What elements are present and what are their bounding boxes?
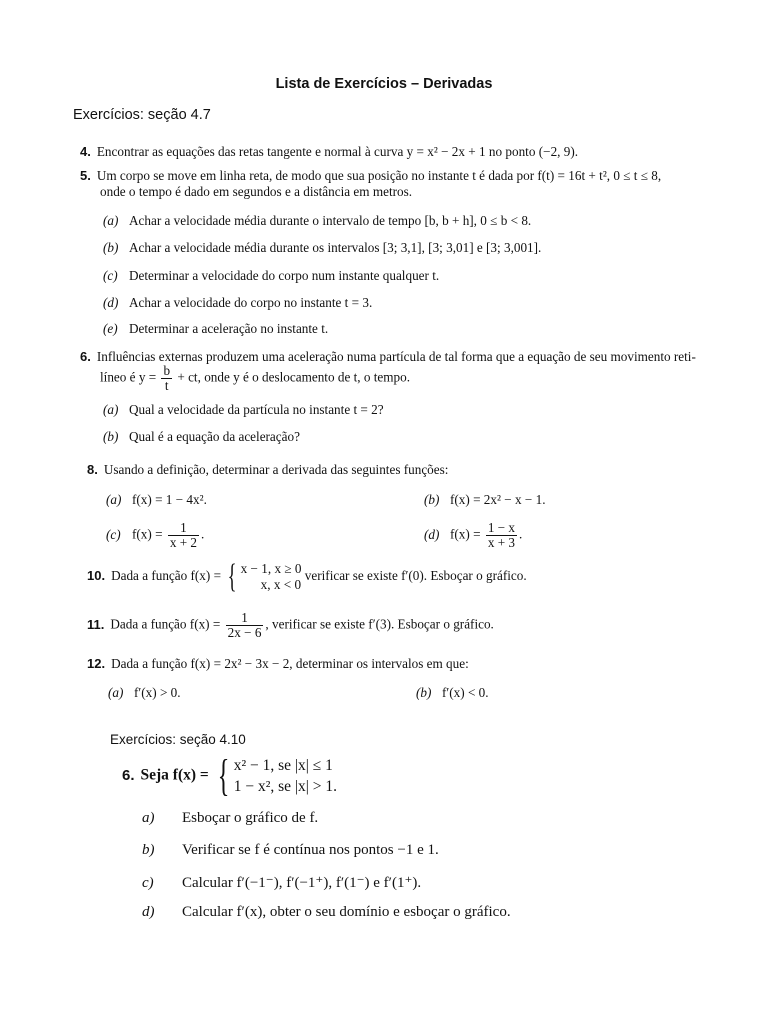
item-label: (c) (106, 526, 121, 542)
page-title: Lista de Exercícios – Derivadas (275, 76, 493, 92)
item-label: (d) (103, 295, 119, 310)
exercise-6 (80, 349, 696, 365)
item-label: (a) (103, 402, 119, 417)
exercise-number: 4. (80, 144, 91, 159)
item-text: Verificar se f é contínua nos pontos −1 e 1. (182, 842, 439, 858)
case-2: 1 − x², se |x| > 1. (233, 778, 337, 795)
item-label: (b) (424, 492, 440, 507)
exercise-6-item-b (103, 429, 300, 445)
exercise-number: 10. (87, 568, 106, 584)
exercise-8-item-c (106, 521, 204, 550)
item-text: Qual é a equação da aceleração? (129, 429, 300, 444)
equation-suffix: + ct, onde y é o deslocamento de t, o tempo. (177, 369, 411, 385)
piecewise-cases (241, 561, 302, 593)
fraction-denominator: x + 2 (169, 535, 198, 550)
piecewise-cases (234, 755, 337, 797)
item-label: a) (142, 810, 155, 826)
exercise-12-item-b (416, 685, 489, 701)
item-text: Determinar a aceleração no instante t. (129, 321, 329, 336)
expression-prefix: f(x) = (450, 526, 481, 542)
exercise-6-item-a (103, 402, 384, 418)
exercise-number: 5. (80, 168, 91, 183)
item-text: Achar a velocidade do corpo no instante t = 3. (129, 295, 373, 310)
section-heading-4-7: Exercícios: seção 4.7 (73, 107, 211, 123)
expression-suffix: . (201, 526, 205, 542)
exercise-11 (87, 611, 494, 640)
item-label: c) (142, 875, 154, 891)
item-label: (b) (103, 429, 119, 444)
item-text: Achar a velocidade média durante os intervalos [3; 3,1], [3; 3,01] e [3; 3,001]. (129, 240, 542, 255)
expression-prefix: f(x) = (132, 526, 163, 542)
exercise-8-item-b (424, 492, 546, 508)
exercise-5 (80, 168, 661, 184)
item-text: Qual a velocidade da partícula no instante t = 2? (129, 402, 384, 417)
exercise-text: Usando a definição, determinar a derivada das seguintes funções: (103, 462, 449, 477)
exercise-10 (87, 560, 527, 594)
equation-prefix: líneo é y = (100, 369, 157, 385)
exercise-8-item-d (424, 521, 522, 550)
exercise-text-suffix: , verificar se existe f′(3). Esboçar o gráfico. (265, 616, 494, 632)
exercise-6b-item-d (142, 904, 511, 921)
exercise-5-item-e (103, 321, 328, 337)
item-label: b) (142, 842, 155, 858)
exercise-8-item-a (106, 492, 207, 508)
exercise-text-prefix: Dada a função f(x) = (111, 568, 222, 584)
item-label: (c) (103, 268, 118, 283)
exercise-5-item-b (103, 240, 541, 256)
left-brace: { (217, 751, 229, 800)
fraction (168, 521, 199, 550)
item-expression: f(x) = 1 − 4x². (132, 492, 207, 507)
fraction (486, 521, 517, 550)
item-text: Esboçar o gráfico de f. (182, 810, 319, 826)
exercise-5-line2: onde o tempo é dado em segundos e a distância em metros. (100, 184, 413, 199)
left-brace: { (228, 558, 237, 595)
fraction (161, 364, 172, 393)
exercise-6b-item-b (142, 842, 439, 859)
fraction-numerator: 1 (226, 611, 264, 626)
case-1: x² − 1, se |x| ≤ 1 (233, 757, 333, 774)
exercise-4 (80, 144, 578, 160)
item-expression: f′(x) < 0. (442, 685, 489, 700)
exercise-text-prefix: Seja f(x) = (140, 766, 209, 784)
exercise-text-prefix: Dada a função f(x) = (110, 616, 221, 632)
case-2: x, x < 0 (260, 577, 302, 592)
exercise-5-item-c (103, 268, 439, 284)
item-label: (b) (416, 685, 432, 700)
exercise-6-section-4-10 (122, 751, 337, 800)
item-label: (a) (108, 685, 124, 700)
item-label: (b) (103, 240, 119, 255)
case-1: x − 1, x ≥ 0 (240, 561, 302, 576)
exercise-12 (87, 656, 469, 672)
exercise-8 (87, 462, 448, 478)
exercise-5-item-d (103, 295, 372, 311)
fraction-numerator: 1 (168, 521, 199, 536)
item-label: (a) (103, 213, 119, 228)
exercise-5-item-a (103, 213, 531, 229)
exercise-number: 6. (80, 349, 91, 364)
item-label: (e) (103, 321, 118, 336)
exercise-text: Encontrar as equações das retas tangente e normal à curva y = x² − 2x + 1 no ponto (−2, 9). (96, 144, 579, 159)
fraction-denominator: x + 3 (487, 535, 516, 550)
item-label: (a) (106, 492, 122, 507)
exercise-number: 11. (87, 616, 105, 632)
exercise-6b-item-a (142, 810, 318, 827)
exercise-6-line2 (100, 364, 410, 393)
item-text: Calcular f′(x), obter o seu domínio e esboçar o gráfico. (182, 904, 511, 920)
fraction (226, 611, 264, 640)
exercise-text-line1: Um corpo se move em linha reta, de modo que sua posição no instante t é dada por f(t) = 16t + t², 0 ≤ t ≤ 8, (96, 168, 662, 183)
fraction-denominator: 2x − 6 (227, 625, 262, 640)
fraction-numerator: 1 − x (487, 520, 516, 535)
section-heading-4-10: Exercícios: seção 4.10 (110, 732, 246, 747)
item-text: Calcular f′(−1⁻), f′(−1⁺), f′(1⁻) e f′(1⁺). (182, 875, 422, 891)
exercise-text-line1: Influências externas produzem uma aceleração numa partícula de tal forma que a equação de seu movimento reti- (96, 349, 696, 364)
exercise-text: Dada a função f(x) = 2x² − 3x − 2, determinar os intervalos em que: (111, 656, 469, 671)
exercise-text-suffix: verificar se existe f′(0). Esboçar o gráfico. (304, 568, 527, 584)
item-label: d) (142, 904, 155, 920)
fraction-numerator: b (163, 363, 171, 378)
item-label: (d) (424, 526, 440, 542)
fraction-denominator: t (164, 378, 169, 393)
exercise-12-item-a (108, 685, 181, 701)
expression-suffix: . (519, 526, 523, 542)
exercise-number: 6. (122, 766, 135, 784)
exercise-number: 8. (87, 462, 98, 477)
item-text: Achar a velocidade média durante o intervalo de tempo [b, b + h], 0 ≤ b < 8. (129, 213, 532, 228)
item-text: Determinar a velocidade do corpo num instante qualquer t. (129, 268, 440, 283)
exercise-6b-item-c (142, 873, 421, 892)
exercise-number: 12. (87, 656, 106, 671)
item-expression: f′(x) > 0. (134, 685, 181, 700)
item-expression: f(x) = 2x² − x − 1. (450, 492, 546, 507)
